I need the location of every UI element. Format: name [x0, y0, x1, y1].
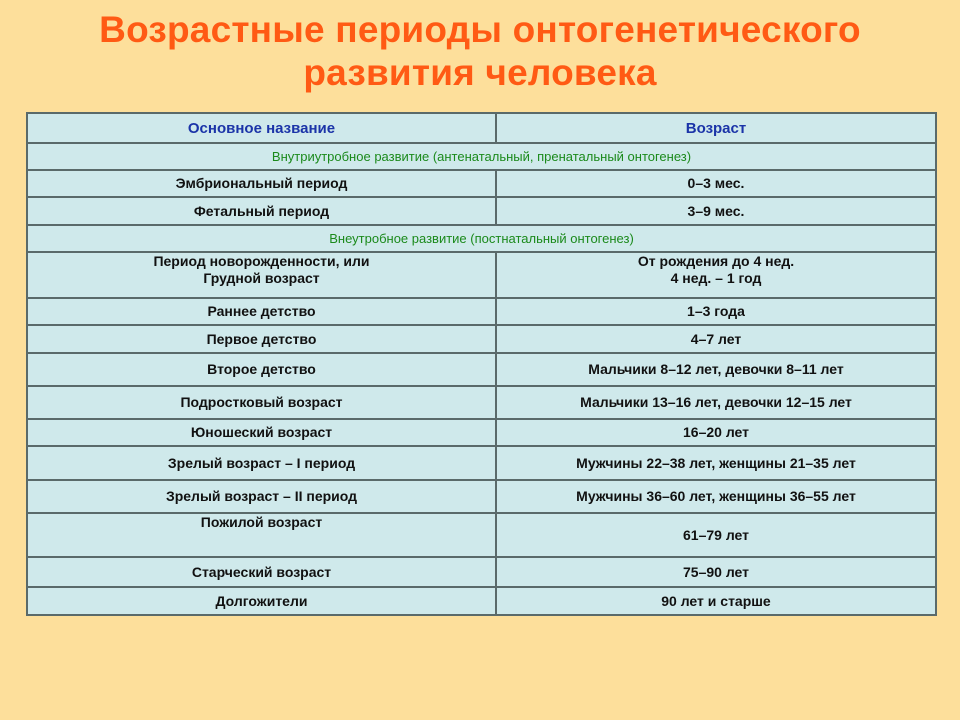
table-row: [27, 446, 936, 480]
table-row: [27, 386, 936, 419]
period-age: 61–79 лет: [496, 513, 936, 557]
period-name: Эмбриональный период: [27, 170, 496, 197]
table-row: [27, 170, 936, 197]
page-title-line-1: Возрастные периоды онтогенетического: [99, 9, 861, 50]
table-row: [27, 513, 936, 557]
period-age: Мальчики 13–16 лет, девочки 12–15 лет: [496, 386, 936, 419]
period-name: Юношеский возраст: [27, 419, 496, 446]
period-name: [27, 252, 496, 298]
period-age: Мужчины 22–38 лет, женщины 21–35 лет: [496, 446, 936, 480]
table-row: [27, 587, 936, 615]
table-row: [27, 252, 936, 298]
age-periods-table: [26, 112, 937, 616]
period-name: Долгожители: [27, 587, 496, 615]
table-row: [27, 480, 936, 513]
period-age: 16–20 лет: [496, 419, 936, 446]
table-row: [27, 197, 936, 225]
period-age: 4–7 лет: [496, 325, 936, 353]
period-age: 75–90 лет: [496, 557, 936, 587]
period-age: 1–3 года: [496, 298, 936, 325]
table-row: [27, 557, 936, 587]
period-age: [496, 252, 936, 298]
table-row: [27, 419, 936, 446]
period-name: Раннее детство: [27, 298, 496, 325]
section-row: [27, 225, 936, 252]
period-name: Подростковый возраст: [27, 386, 496, 419]
header-name: Основное название: [27, 113, 496, 143]
period-name-line: Грудной возраст: [203, 270, 320, 286]
period-age: 3–9 мес.: [496, 197, 936, 225]
section-postnatal: Внеутробное развитие (постнатальный онтогенез): [27, 225, 936, 252]
period-name: Фетальный период: [27, 197, 496, 225]
period-age-line: 4 нед. – 1 год: [670, 270, 762, 286]
period-name: Старческий возраст: [27, 557, 496, 587]
period-age: 90 лет и старше: [496, 587, 936, 615]
table-row: [27, 325, 936, 353]
section-prenatal: Внутриутробное развитие (антенатальный, пренатальный онтогенез): [27, 143, 936, 170]
period-name: Зрелый возраст – II период: [27, 480, 496, 513]
period-name: Пожилой возраст: [27, 513, 496, 557]
period-age: Мужчины 36–60 лет, женщины 36–55 лет: [496, 480, 936, 513]
table-header-row: [27, 113, 936, 143]
period-name: Первое детство: [27, 325, 496, 353]
period-name-line: Период новорожденности, или: [153, 253, 370, 269]
period-age-line: От рождения до 4 нед.: [637, 253, 795, 269]
period-age: 0–3 мес.: [496, 170, 936, 197]
table-row: [27, 298, 936, 325]
period-name: Второе детство: [27, 353, 496, 386]
period-name: Зрелый возраст – I период: [27, 446, 496, 480]
section-row: [27, 143, 936, 170]
table-row: [27, 353, 936, 386]
period-age: Мальчики 8–12 лет, девочки 8–11 лет: [496, 353, 936, 386]
page-title-line-2: развития человека: [303, 52, 657, 93]
header-age: Возраст: [496, 113, 936, 143]
page-title: [0, 8, 960, 94]
